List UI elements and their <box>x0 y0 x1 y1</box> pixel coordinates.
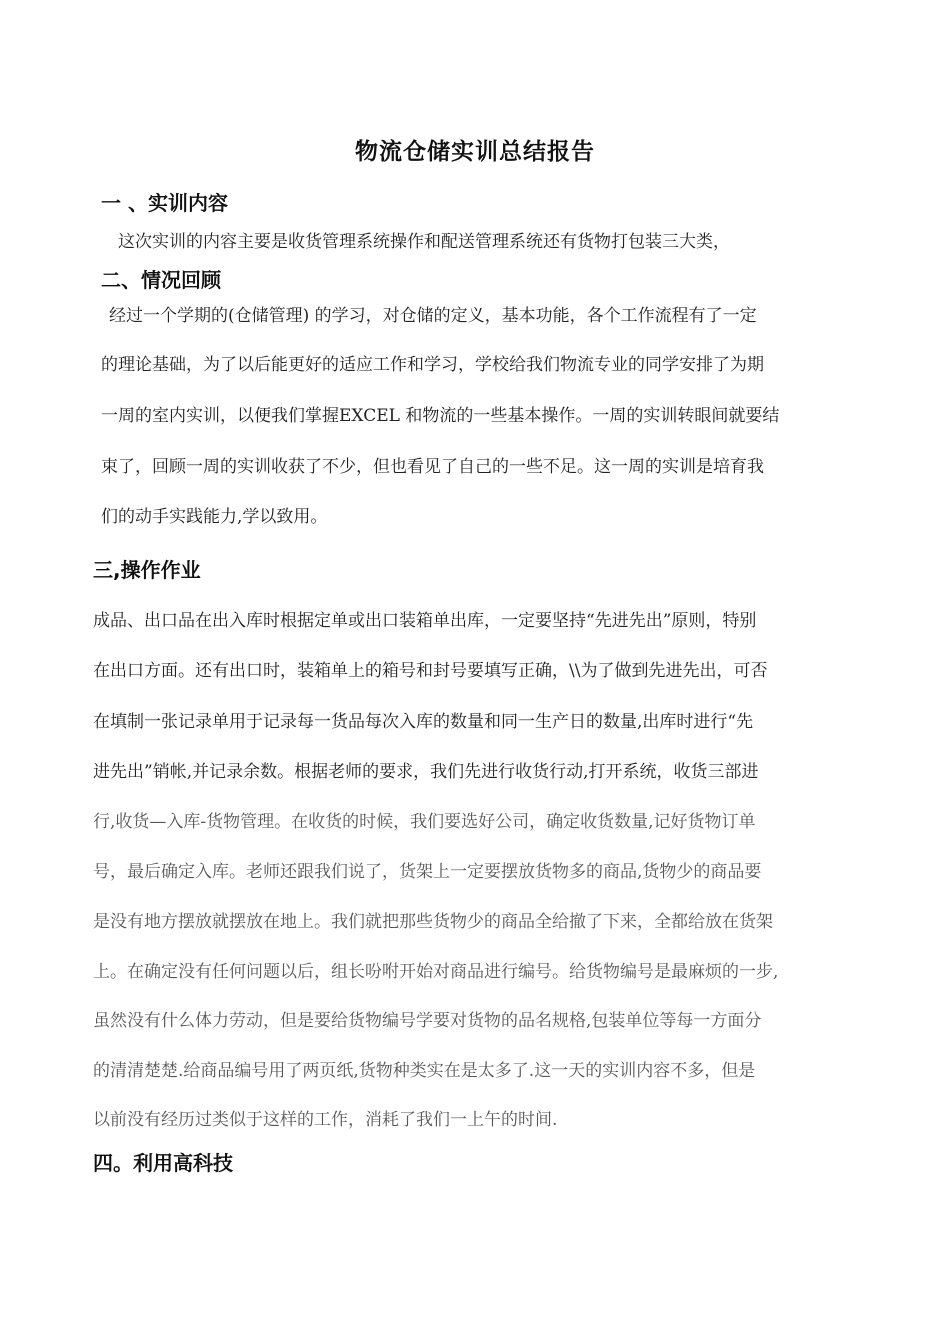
paragraph-line: 们的动手实践能力,学以致用。 <box>101 507 328 527</box>
paragraph-line: 经过一个学期的(仓储管理) 的学习，对仓储的定义，基本功能，各个工作流程有了一定 <box>109 306 757 326</box>
paragraph-line: 的清清楚楚.给商品编号用了两页纸,货物种类实在是太多了.这一天的实训内容不多，但是 <box>93 1061 756 1081</box>
section-heading-operation: 三,操作作业 <box>93 558 201 582</box>
section-heading-technology: 四。利用高科技 <box>93 1151 233 1175</box>
paragraph-line: 虽然没有什么体力劳动，但是要给货物编号学要对货物的品名规格,包装单位等每一方面分 <box>93 1011 762 1031</box>
paragraph-line: 成品、出口品在出入库时根据定单或出口装箱单出库，一定要坚持“先进先出”原则，特别 <box>93 611 757 631</box>
section-heading-review: 二、情况回顾 <box>101 268 221 292</box>
paragraph-line: 是没有地方摆放就摆放在地上。我们就把那些货物少的商品全给撤了下来，全都给放在货架 <box>93 912 773 932</box>
paragraph-line: 在出口方面。还有出口时，装箱单上的箱号和封号要填写正确，\\为了做到先进先出，可否 <box>93 661 768 681</box>
paragraph-line: 上。在确定没有任何问题以后，组长吩咐开始对商品进行编号。给货物编号是最麻烦的一步, <box>93 962 779 982</box>
paragraph-line: 一周的室内实训，以便我们掌握EXCEL 和物流的一些基本操作。一周的实训转眼间就要结 <box>101 406 780 426</box>
paragraph-line: 这次实训的内容主要是收货管理系统操作和配送管理系统还有货物打包装三大类， <box>118 232 730 252</box>
paragraph-line: 在填制一张记录单用于记录每一货品每次入库的数量和同一生产日的数量,出库时进行“先 <box>93 712 754 732</box>
paragraph-line: 的理论基础，为了以后能更好的适应工作和学习，学校给我们物流专业的同学安排了为期 <box>101 355 764 375</box>
document-title: 物流仓储实训总结报告 <box>355 139 595 165</box>
paragraph-line: 以前没有经历过类似于这样的工作，消耗了我们一上午的时间. <box>93 1110 558 1130</box>
section-heading-content: 一 、实训内容 <box>101 191 228 215</box>
paragraph-line: 束了，回顾一周的实训收获了不少，但也看见了自己的一些不足。这一周的实训是培育我 <box>101 457 764 477</box>
paragraph-line: 行,收货—入库-货物管理。在收货的时候，我们要选好公司，确定收货数量,记好货物订单 <box>93 812 756 832</box>
paragraph-line: 进先出”销帐,并记录余数。根据老师的要求，我们先进行收货行动,打开系统，收货三部进 <box>93 762 759 782</box>
paragraph-line: 号，最后确定入库。老师还跟我们说了，货架上一定要摆放货物多的商品,货物少的商品要 <box>93 862 762 882</box>
